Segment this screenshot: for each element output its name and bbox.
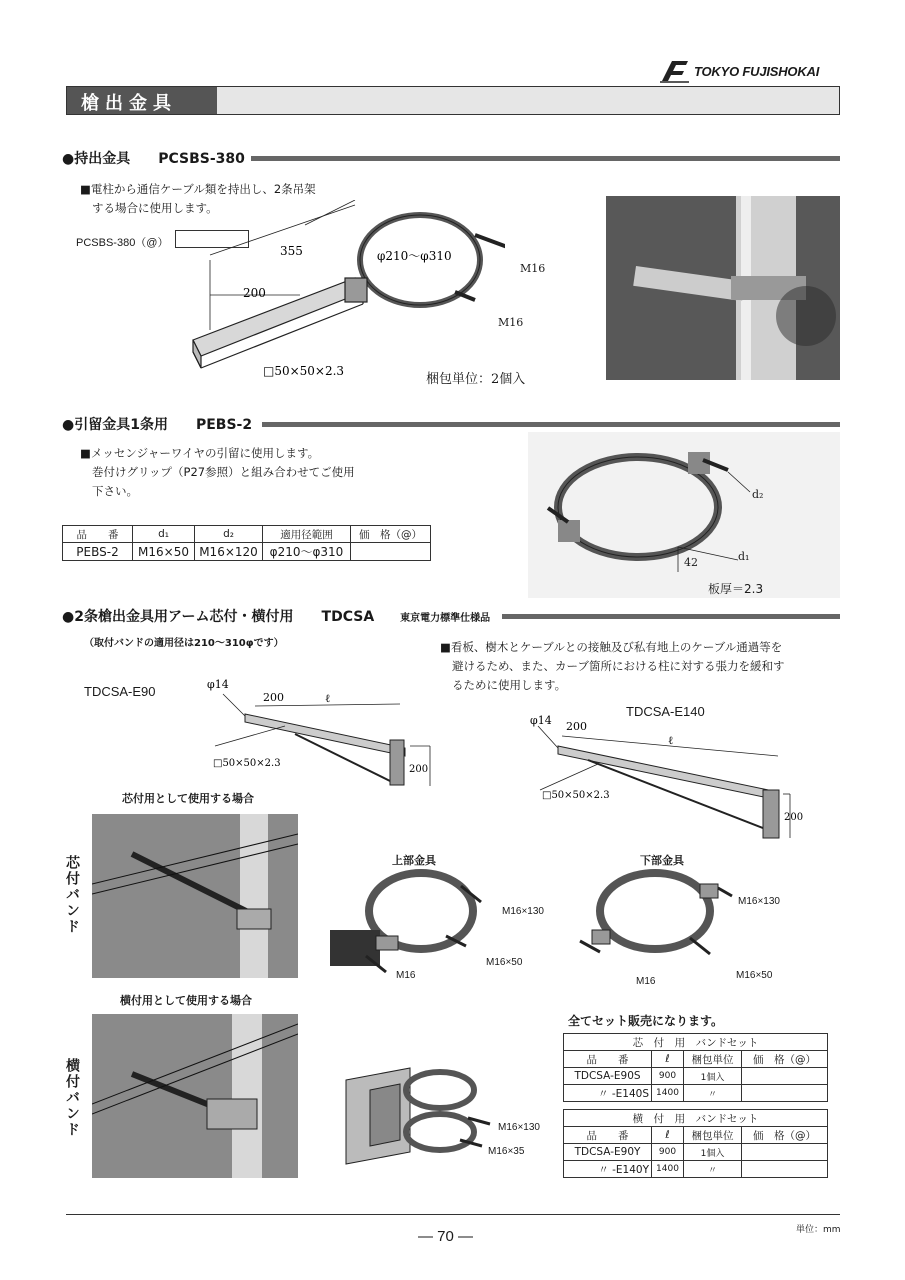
table-header: 品 番	[564, 1051, 652, 1068]
section-title-pcsbs: ●持出金具 PCSBS-380	[62, 151, 245, 167]
desc-line: 避けるため、また、カーブ箇所における柱に対する張力を緩和す	[452, 659, 785, 673]
e140-d200: 200	[566, 720, 587, 733]
table-cell: 1400	[652, 1085, 684, 1102]
table-cell: 1個入	[684, 1144, 742, 1161]
side-set-table	[563, 1109, 828, 1178]
side-fitting-diagram	[340, 1060, 500, 1170]
desc-line: する場合に使用します。	[92, 201, 218, 215]
table-cell: 〃	[684, 1161, 742, 1178]
table-cell: 〃 -E140S	[564, 1085, 652, 1102]
tdcsa-tag: 東京電力標準仕様品	[400, 612, 491, 624]
section-rule	[262, 422, 840, 427]
table-cell: M16×50	[133, 543, 195, 561]
dim-m16-upper: M16	[520, 262, 546, 275]
caption-core: 芯付用として使用する場合	[122, 792, 254, 805]
table-header: 価 格（@）	[742, 1051, 828, 1068]
section-rule	[502, 614, 840, 619]
table-cell: 1400	[652, 1161, 684, 1178]
pebs-description	[80, 444, 355, 501]
set-note: 全てセット販売になります。	[568, 1014, 724, 1028]
page-header	[66, 86, 840, 115]
e90-l: ℓ	[325, 692, 331, 705]
table-cell: 900	[652, 1144, 684, 1161]
e90-label: TDCSA-E90	[84, 684, 156, 699]
logo-mark-icon	[660, 59, 690, 83]
dim-m16-lower: M16	[498, 316, 524, 329]
table-cell	[742, 1161, 828, 1178]
table-cell	[742, 1144, 828, 1161]
table-title: 芯 付 用 バンドセット	[564, 1034, 828, 1051]
lower-title: 下部金具	[640, 854, 684, 867]
e140-diagram	[528, 712, 808, 842]
desc-line: ■メッセンジャーワイヤの引留に使用します。	[80, 446, 320, 460]
table-header: ℓ	[652, 1127, 684, 1144]
page-number: — 70 —	[418, 1228, 474, 1245]
table-cell: TDCSA-E90Y	[564, 1144, 652, 1161]
table-title-row	[564, 1110, 828, 1127]
table-header: 品 番	[564, 1127, 652, 1144]
table-header: 梱包単位	[684, 1127, 742, 1144]
section-tdcsa	[62, 606, 840, 626]
e140-phi: φ14	[530, 714, 552, 727]
caption-side: 横付用として使用する場合	[120, 994, 252, 1007]
table-row	[564, 1068, 828, 1085]
table-cell	[351, 543, 431, 561]
table-cell: PEBS-2	[63, 543, 133, 561]
table-cell: 900	[652, 1068, 684, 1085]
e90-diagram	[205, 676, 435, 796]
table-header: d₂	[195, 526, 263, 543]
section-pebs	[62, 414, 840, 434]
table-header: 品 番	[63, 526, 133, 543]
table-row	[63, 543, 431, 561]
page-title: 槍出金具	[67, 87, 217, 114]
brand-name: TOKYO FUJISHOKAI	[694, 63, 820, 79]
table-cell: TDCSA-E90S	[564, 1068, 652, 1085]
dim-200: 200	[243, 286, 266, 300]
pcsbs-price-label: PCSBS-380（@）	[76, 237, 169, 249]
table-cell: 1個入	[684, 1068, 742, 1085]
e140-label: TDCSA-E140	[626, 704, 705, 719]
footer-rule	[66, 1214, 840, 1215]
table-row	[564, 1085, 828, 1102]
lower-m16x130: M16×130	[738, 896, 780, 907]
table-cell	[742, 1085, 828, 1102]
desc-line: ■看板、樹木とケーブルとの接触及び私有地上のケーブル通過等を	[440, 640, 783, 654]
dim-355: 355	[280, 244, 303, 258]
pebs-table	[62, 525, 431, 561]
vlabel-side: 横付バンド	[64, 1058, 80, 1138]
table-header-row	[564, 1127, 828, 1144]
table-cell: 〃	[684, 1085, 742, 1102]
section-pcsbs	[62, 148, 840, 168]
e90-sq: □50×50×2.3	[213, 758, 281, 769]
upper-m16x130: M16×130	[502, 906, 544, 917]
pebs-thickness: 板厚＝2.3	[708, 582, 764, 596]
table-title: 横 付 用 バンドセット	[564, 1110, 828, 1127]
tdcsa-description	[440, 638, 784, 695]
upper-title: 上部金具	[392, 854, 436, 867]
dim-range: φ210～φ310	[377, 249, 452, 263]
brand-logo	[660, 58, 845, 84]
e90-h200: 200	[409, 764, 429, 775]
dim-42: 42	[684, 556, 698, 569]
desc-line: るために使用します。	[452, 678, 567, 692]
table-header-row	[564, 1051, 828, 1068]
table-header: ℓ	[652, 1051, 684, 1068]
table-header: d₁	[133, 526, 195, 543]
section-title-pebs: ●引留金具1条用 PEBS-2	[62, 417, 253, 433]
e140-l: ℓ	[668, 734, 674, 747]
pcsbs-packing: 梱包単位：2個入	[426, 372, 526, 387]
core-photo	[92, 814, 298, 978]
pebs-diagram	[528, 432, 840, 598]
core-set-table	[563, 1033, 828, 1102]
section-rule	[251, 156, 840, 161]
dim-square: □50×50×2.3	[263, 364, 345, 378]
pcsbs-diagram	[185, 200, 505, 380]
table-cell: 〃 -E140Y	[564, 1161, 652, 1178]
tdcsa-note: （取付バンドの適用径は210～310φです）	[84, 638, 284, 649]
e140-h200: 200	[784, 812, 804, 823]
dim-d1: d₁	[738, 550, 750, 563]
upper-m16: M16	[396, 970, 416, 981]
table-cell: φ210～φ310	[263, 543, 351, 561]
table-header: 梱包単位	[684, 1051, 742, 1068]
side-m16x35: M16×35	[488, 1146, 525, 1157]
table-row	[564, 1161, 828, 1178]
table-header: 価 格（@）	[351, 526, 431, 543]
desc-line: ■電柱から通信ケーブル類を持出し、2条吊架	[80, 182, 316, 196]
lower-fitting-diagram	[570, 866, 750, 986]
section-title-tdcsa: ●2条槍出金具用アーム芯付・横付用 TDCSA	[62, 609, 375, 625]
desc-line: 巻付けグリップ（P27参照）と組み合わせてご使用	[92, 465, 355, 479]
table-header: 価 格（@）	[742, 1127, 828, 1144]
vlabel-core: 芯付バンド	[64, 855, 80, 935]
pcsbs-photo	[606, 196, 840, 380]
table-cell: M16×120	[195, 543, 263, 561]
side-photo	[92, 1014, 298, 1178]
e140-sq: □50×50×2.3	[542, 790, 610, 801]
e90-d200: 200	[263, 691, 284, 704]
table-title-row	[564, 1034, 828, 1051]
table-row	[564, 1144, 828, 1161]
table-header-row	[63, 526, 431, 543]
table-cell	[742, 1068, 828, 1085]
table-header: 適用径範囲	[263, 526, 351, 543]
lower-m16x50: M16×50	[736, 970, 773, 981]
upper-m16x50: M16×50	[486, 957, 523, 968]
upper-fitting-diagram	[326, 866, 526, 986]
lower-m16: M16	[636, 976, 656, 987]
e90-phi: φ14	[207, 678, 229, 691]
side-m16x130: M16×130	[498, 1122, 540, 1133]
dim-d2: d₂	[752, 488, 764, 501]
unit-note: 単位：mm	[796, 1225, 841, 1235]
desc-line: 下さい。	[92, 484, 138, 498]
